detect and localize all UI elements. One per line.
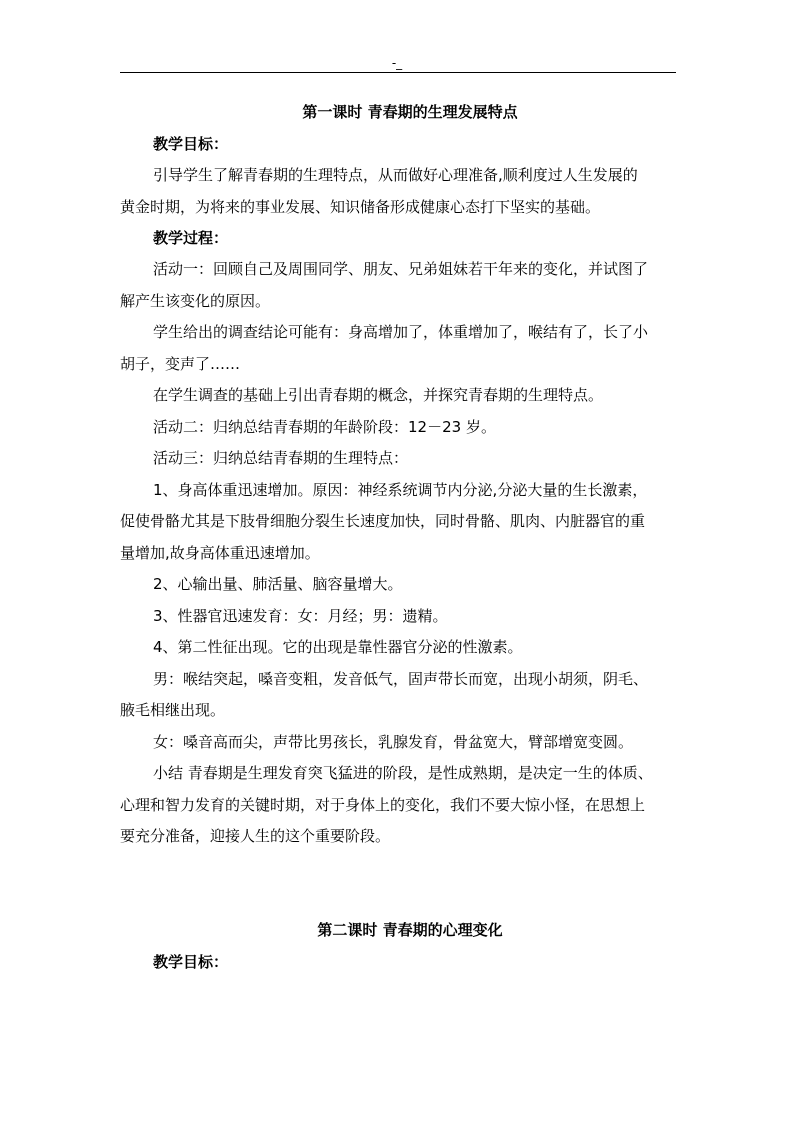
text-line: 要充分准备，迎接人生的这个重要阶段。: [120, 827, 391, 845]
text-line: 1、身高体重迅速增加。原因：神经系统调节内分泌,分泌大量的生长激素，: [153, 480, 648, 499]
text-line: 小结 青春期是生理发育突飞猛进的阶段，是性成熟期，是决定一生的体质、: [153, 764, 653, 782]
survey-text: [120, 317, 680, 380]
text-line: 促使骨骼尤其是下肢骨细胞分裂生长速度加快，同时骨骼、肌肉、内脏器官的重: [120, 512, 646, 530]
header-rule: [120, 72, 676, 73]
activity3-text: 活动三：归纳总结青春期的生理特点：: [153, 449, 409, 467]
concept-text: 在学生调查的基础上引出青春期的概念，并探究青春期的生理特点。: [153, 386, 604, 404]
text-line: 引导学生了解青春期的生理特点，从而做好心理准备,顺利度过人生发展的: [153, 166, 638, 184]
document-body: [120, 98, 680, 978]
activity2-text: 活动二：归纳总结青春期的年龄阶段：12－23 岁。: [153, 417, 496, 436]
lesson1-title: 第一课时 青春期的生理发展特点: [302, 103, 518, 121]
point2-text: 2、心输出量、肺活量、脑容量增大。: [153, 575, 403, 593]
male-text: [120, 664, 680, 727]
point3-text: 3、性器官迅速发育：女：月经；男：遗精。: [153, 606, 448, 625]
text-line: 心理和智力发育的关键时期，对于身体上的变化，我们不要大惊小怪，在思想上: [120, 795, 646, 814]
lesson2-title: 第二课时 青春期的心理变化: [317, 920, 503, 939]
text-line: 学生给出的调查结论可能有：身高增加了，体重增加了，喉结有了，长了小: [153, 323, 649, 341]
goal-heading: 教学目标：: [153, 135, 229, 153]
activity1-text: [120, 254, 680, 317]
point1-text: [120, 475, 680, 570]
point4-text: 4、第二性征出现。它的出现是靠性器官分泌的性激素。: [153, 638, 523, 656]
lesson2-goal-heading: 教学目标：: [153, 952, 229, 971]
text-line: 男：喉结突起，嗓音变粗，发音低气，固声带长而宽，出现小胡须，阴毛、: [153, 669, 649, 688]
goal-text: [120, 160, 680, 223]
section-spacer: [120, 853, 680, 916]
summary-text: [120, 758, 680, 853]
text-line: 黄金时期，为将来的事业发展、知识储备形成健康心态打下坚实的基础。: [120, 197, 601, 216]
text-line: 腋毛相继出现。: [120, 701, 226, 719]
header-mark: -_: [391, 56, 403, 70]
text-line: 胡子，变声了……: [120, 354, 241, 373]
text-line: 量增加,故身高体重迅速增加。: [120, 543, 320, 562]
process-heading: 教学过程：: [153, 229, 229, 247]
text-line: 活动一：回顾自己及周围同学、朋友、兄弟姐妹若干年来的变化，并试图了: [153, 260, 649, 278]
text-line: 解产生该变化的原因。: [120, 291, 271, 310]
female-text: 女：嗓音高而尖，声带比男孩长，乳腺发育，骨盆宽大，臂部增宽变圆。: [153, 732, 634, 751]
